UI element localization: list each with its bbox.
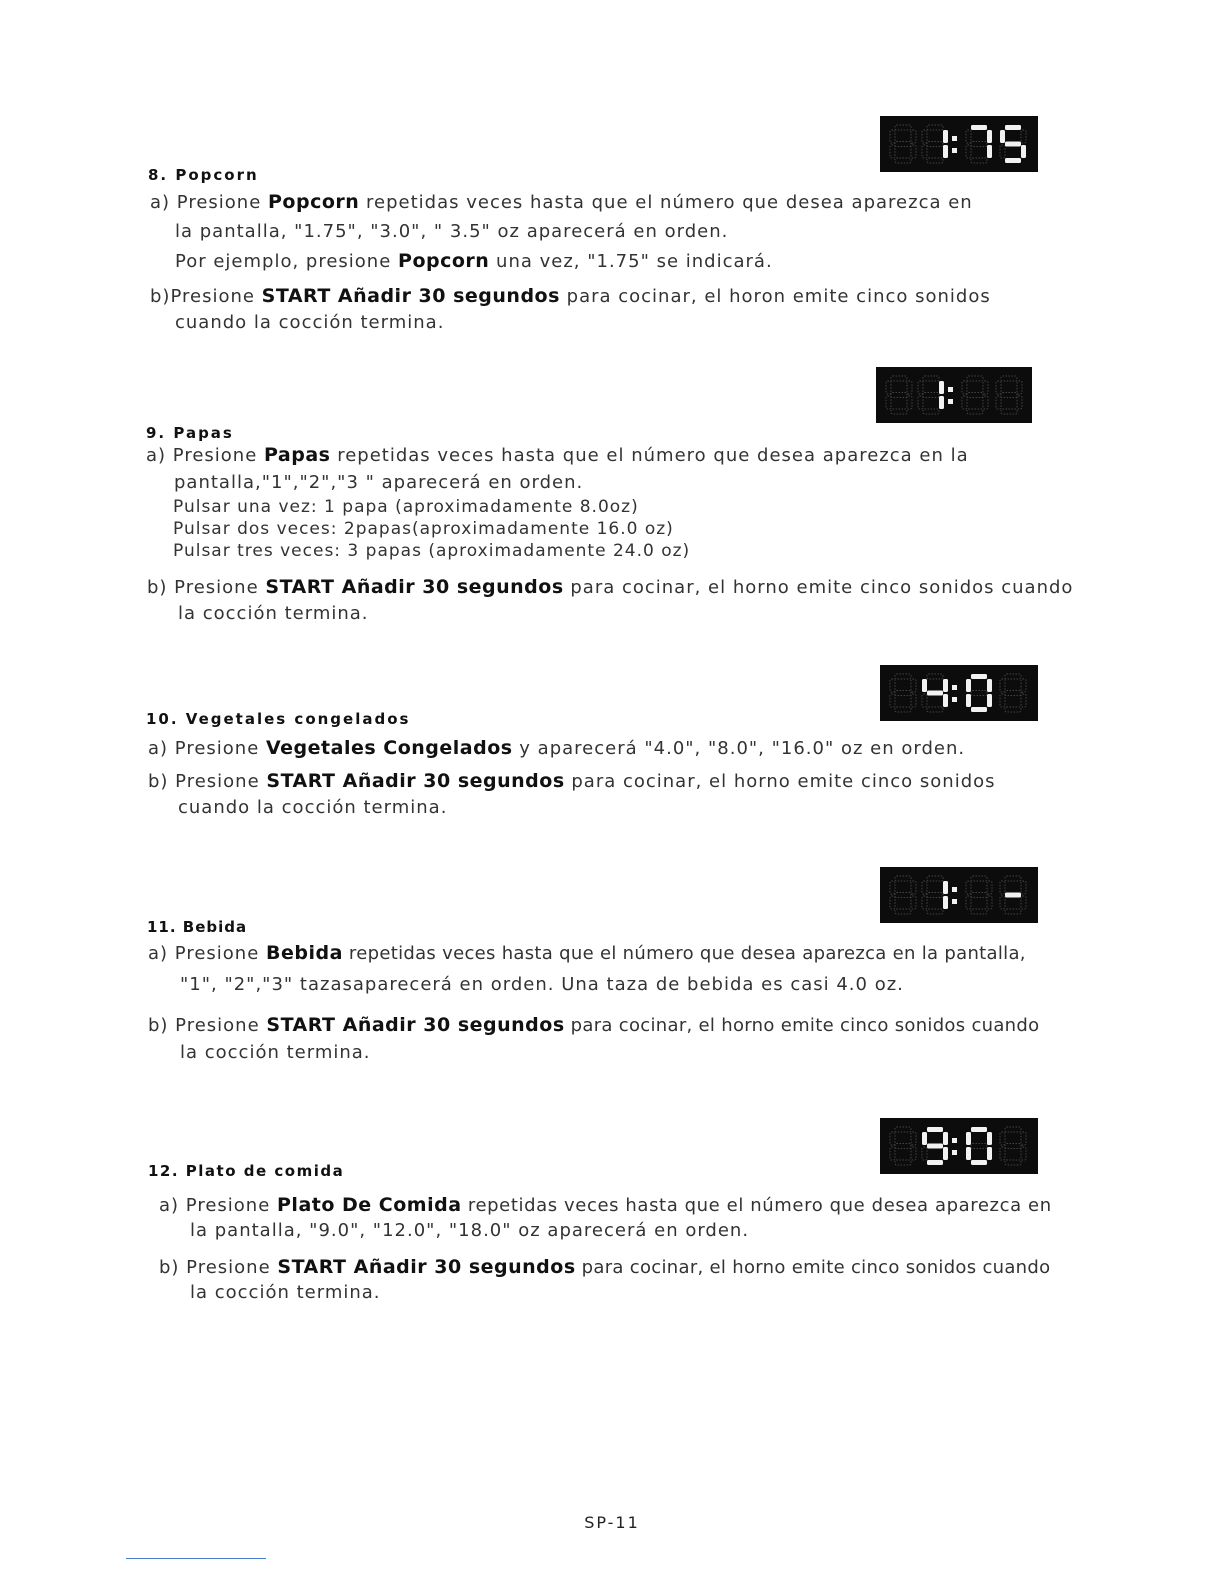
step-b xyxy=(148,770,996,792)
step-prefix: b) Presione xyxy=(147,577,266,598)
step-a-line: la pantalla, "9.0", "12.0", "18.0" oz aparecerá en orden. xyxy=(190,1220,750,1241)
step-prefix: a) Presione xyxy=(150,192,268,213)
led-segment xyxy=(927,142,943,147)
led-segment xyxy=(927,125,943,130)
led-segment xyxy=(891,393,907,398)
led-segment xyxy=(911,145,916,158)
led-segment xyxy=(1000,145,1005,158)
step-text: repetidas veces hasta que el número que desea aparezca en la xyxy=(330,445,969,466)
led-segment xyxy=(1005,125,1021,130)
led-segment xyxy=(886,381,891,394)
led-segment xyxy=(1017,381,1022,394)
led-colon xyxy=(952,887,957,892)
button-keyword: Papas xyxy=(264,444,331,466)
led-segment xyxy=(922,130,927,143)
led-segment xyxy=(1000,1132,1005,1145)
led-segment xyxy=(895,1127,911,1132)
section-heading: 12. Plato de comida xyxy=(148,1162,345,1180)
section-heading: 8. Popcorn xyxy=(148,166,259,184)
led-segment xyxy=(1021,679,1026,692)
led-segment xyxy=(943,679,948,692)
button-keyword: Popcorn xyxy=(398,250,490,272)
step-a-line: Pulsar dos veces: 2papas(aproximadamente 16.0 oz) xyxy=(173,519,674,539)
step-text: repetidas veces hasta que el número que desea aparezca en xyxy=(359,192,973,213)
led-segment xyxy=(927,876,943,881)
led-segment xyxy=(966,881,971,894)
led-segment xyxy=(971,158,987,163)
led-segment xyxy=(971,1160,987,1165)
led-segment xyxy=(996,396,1001,409)
step-b-line: cuando la cocción termina. xyxy=(175,312,445,333)
led-segment xyxy=(987,896,992,909)
led-segment xyxy=(1005,1144,1021,1149)
led-segment xyxy=(923,376,939,381)
led-colon xyxy=(952,697,957,702)
section-heading: 9. Papas xyxy=(146,424,234,442)
led-segment xyxy=(966,130,971,143)
step-a-line xyxy=(175,250,773,272)
step-text: para cocinar, el horno emite cinco sonidos cuando xyxy=(575,1257,1051,1278)
led-segment xyxy=(1005,674,1021,679)
led-digits xyxy=(880,867,1038,923)
led-segment xyxy=(895,1144,911,1149)
led-segment xyxy=(971,1144,987,1149)
led-colon xyxy=(952,148,957,153)
led-segment xyxy=(890,145,895,158)
led-segment xyxy=(923,393,939,398)
led-segment xyxy=(1000,679,1005,692)
led-segment xyxy=(943,694,948,707)
led-segment xyxy=(927,1127,943,1132)
led-segment xyxy=(895,691,911,696)
button-keyword: START Añadir 30 segundos xyxy=(261,285,560,307)
led-segment xyxy=(987,145,992,158)
led-segment xyxy=(971,893,987,898)
led-segment xyxy=(966,1132,971,1145)
button-keyword: START Añadir 30 segundos xyxy=(277,1256,576,1278)
led-segment xyxy=(891,376,907,381)
led-segment xyxy=(1001,393,1017,398)
led-segment xyxy=(996,381,1001,394)
button-keyword: START Añadir 30 segundos xyxy=(265,576,564,598)
step-text: repetidas veces hasta que el número que desea aparezca en xyxy=(461,1195,1052,1216)
led-colon xyxy=(952,899,957,904)
led-segment xyxy=(890,1132,895,1145)
led-colon xyxy=(948,387,953,392)
led-display xyxy=(880,665,1038,721)
led-digits xyxy=(880,116,1038,172)
led-digits xyxy=(876,367,1032,423)
step-a xyxy=(148,942,1026,964)
led-colon xyxy=(952,136,957,141)
step-a-line: Pulsar tres veces: 3 papas (aproximadamente 24.0 oz) xyxy=(173,541,691,561)
led-colon xyxy=(952,1138,957,1143)
led-segment xyxy=(971,142,987,147)
led-segment xyxy=(922,1132,927,1145)
led-segment xyxy=(962,381,967,394)
led-segment xyxy=(911,694,916,707)
led-segment xyxy=(922,896,927,909)
led-segment xyxy=(987,881,992,894)
led-segment xyxy=(895,142,911,147)
led-segment xyxy=(927,691,943,696)
led-segment xyxy=(918,381,923,394)
led-segment xyxy=(987,130,992,143)
led-segment xyxy=(895,158,911,163)
led-segment xyxy=(943,1132,948,1145)
led-segment xyxy=(943,881,948,894)
led-segment xyxy=(890,694,895,707)
led-segment xyxy=(1000,881,1005,894)
led-segment xyxy=(890,881,895,894)
led-segment xyxy=(939,381,944,394)
led-segment xyxy=(927,1144,943,1149)
led-segment xyxy=(1005,893,1021,898)
led-segment xyxy=(1005,691,1021,696)
led-segment xyxy=(1005,1127,1021,1132)
step-text: para cocinar, el horon emite cinco sonidos xyxy=(559,286,991,307)
led-segment xyxy=(1021,896,1026,909)
led-segment xyxy=(922,679,927,692)
led-colon xyxy=(948,399,953,404)
led-segment xyxy=(1021,694,1026,707)
led-display xyxy=(876,367,1032,423)
step-b xyxy=(148,1014,1039,1036)
step-b xyxy=(150,285,991,307)
step-b-line: cuando la cocción termina. xyxy=(178,797,448,818)
led-segment xyxy=(1021,1132,1026,1145)
led-segment xyxy=(971,876,987,881)
step-a-line: Pulsar una vez: 1 papa (aproximadamente 8.0oz) xyxy=(173,497,639,517)
led-segment xyxy=(895,876,911,881)
led-segment xyxy=(1005,707,1021,712)
led-segment xyxy=(1001,376,1017,381)
step-prefix: a) Presione xyxy=(148,943,266,964)
led-segment xyxy=(911,679,916,692)
led-segment xyxy=(895,674,911,679)
section-heading: 11. Bebida xyxy=(147,918,248,936)
led-segment xyxy=(922,881,927,894)
step-prefix: a) Presione xyxy=(148,738,266,759)
led-segment xyxy=(971,707,987,712)
led-display xyxy=(880,867,1038,923)
led-segment xyxy=(962,396,967,409)
led-segment xyxy=(987,1132,992,1145)
led-segment xyxy=(971,125,987,130)
led-segment xyxy=(922,145,927,158)
led-segment xyxy=(1021,130,1026,143)
led-segment xyxy=(1005,1160,1021,1165)
led-segment xyxy=(927,158,943,163)
led-segment xyxy=(967,376,983,381)
led-segment xyxy=(1021,145,1026,158)
led-segment xyxy=(911,896,916,909)
step-a-line: "1", "2","3" tazasaparecerá en orden. Una taza de bebida es casi 4.0 oz. xyxy=(180,974,904,995)
led-segment xyxy=(927,707,943,712)
led-segment xyxy=(1017,396,1022,409)
page-number: SP-11 xyxy=(584,1513,640,1532)
led-segment xyxy=(983,396,988,409)
led-segment xyxy=(911,1132,916,1145)
button-keyword: START Añadir 30 segundos xyxy=(266,770,565,792)
step-prefix: a) Presione xyxy=(146,445,264,466)
step-a xyxy=(159,1194,1052,1216)
step-a-line: pantalla,"1","2","3 " aparecerá en orden. xyxy=(174,472,584,493)
led-segment xyxy=(895,893,911,898)
step-prefix: b)Presione xyxy=(150,286,262,307)
led-segment xyxy=(983,381,988,394)
led-segment xyxy=(1021,1147,1026,1160)
step-text: Por ejemplo, presione xyxy=(175,251,399,272)
led-segment xyxy=(890,1147,895,1160)
button-keyword: Popcorn xyxy=(268,191,360,213)
button-keyword: Vegetales Congelados xyxy=(266,737,513,759)
led-segment xyxy=(927,1160,943,1165)
led-segment xyxy=(895,707,911,712)
led-segment xyxy=(922,694,927,707)
led-segment xyxy=(1000,1147,1005,1160)
led-segment xyxy=(943,130,948,143)
led-display xyxy=(880,1118,1038,1174)
led-segment xyxy=(967,409,983,414)
led-segment xyxy=(966,896,971,909)
led-segment xyxy=(895,125,911,130)
led-segment xyxy=(971,691,987,696)
button-keyword: START Añadir 30 segundos xyxy=(266,1014,565,1036)
led-segment xyxy=(966,1147,971,1160)
led-segment xyxy=(922,1147,927,1160)
step-b-line: la cocción termina. xyxy=(178,603,369,624)
step-text: para cocinar, el horno emite cinco sonidos cuando xyxy=(563,577,1074,598)
led-segment xyxy=(966,145,971,158)
led-segment xyxy=(1000,694,1005,707)
led-segment xyxy=(971,909,987,914)
section-heading: 10. Vegetales congelados xyxy=(146,710,411,728)
led-segment xyxy=(966,679,971,692)
led-segment xyxy=(943,145,948,158)
led-segment xyxy=(886,396,891,409)
button-keyword: Plato De Comida xyxy=(277,1194,462,1216)
step-b xyxy=(147,576,1073,598)
led-digits xyxy=(880,1118,1038,1174)
footer-divider xyxy=(126,1558,266,1559)
led-segment xyxy=(939,396,944,409)
led-segment xyxy=(1000,896,1005,909)
led-segment xyxy=(907,381,912,394)
led-segment xyxy=(967,393,983,398)
led-segment xyxy=(1005,909,1021,914)
step-b xyxy=(159,1256,1050,1278)
led-segment xyxy=(890,896,895,909)
step-b-line: la cocción termina. xyxy=(190,1282,381,1303)
step-a xyxy=(150,191,973,213)
led-segment xyxy=(907,396,912,409)
led-segment xyxy=(927,893,943,898)
step-prefix: b) Presione xyxy=(148,771,267,792)
led-segment xyxy=(987,1147,992,1160)
step-text: repetidas veces hasta que el número que desea aparezca en la pantalla, xyxy=(342,943,1026,964)
led-segment xyxy=(911,130,916,143)
led-segment xyxy=(971,1127,987,1132)
led-segment xyxy=(923,409,939,414)
led-segment xyxy=(1001,409,1017,414)
step-a xyxy=(146,444,969,466)
led-segment xyxy=(890,130,895,143)
step-text: para cocinar, el horno emite cinco sonidos xyxy=(564,771,996,792)
led-segment xyxy=(895,909,911,914)
led-segment xyxy=(927,674,943,679)
led-segment xyxy=(895,1160,911,1165)
step-text: para cocinar, el horno emite cinco sonidos cuando xyxy=(564,1015,1040,1036)
step-prefix: b) Presione xyxy=(148,1015,267,1036)
led-segment xyxy=(987,694,992,707)
led-digits xyxy=(880,665,1038,721)
led-segment xyxy=(1005,876,1021,881)
led-segment xyxy=(911,1147,916,1160)
led-segment xyxy=(943,1147,948,1160)
led-segment xyxy=(918,396,923,409)
led-segment xyxy=(987,679,992,692)
led-segment xyxy=(927,909,943,914)
led-segment xyxy=(966,694,971,707)
led-segment xyxy=(943,896,948,909)
step-prefix: a) Presione xyxy=(159,1195,277,1216)
step-b-line: la cocción termina. xyxy=(180,1042,371,1063)
led-segment xyxy=(911,881,916,894)
button-keyword: Bebida xyxy=(266,942,343,964)
led-segment xyxy=(1000,130,1005,143)
step-a xyxy=(148,737,965,759)
step-prefix: b) Presione xyxy=(159,1257,278,1278)
step-text: una vez, "1.75" se indicará. xyxy=(489,251,773,272)
led-segment xyxy=(890,679,895,692)
step-text: y aparecerá "4.0", "8.0", "16.0" oz en orden. xyxy=(512,738,966,759)
led-segment xyxy=(891,409,907,414)
led-display xyxy=(880,116,1038,172)
led-colon xyxy=(952,685,957,690)
led-colon xyxy=(952,1150,957,1155)
step-a-line: la pantalla, "1.75", "3.0", " 3.5" oz aparecerá en orden. xyxy=(175,221,729,242)
led-segment xyxy=(1005,158,1021,163)
led-segment xyxy=(1005,142,1021,147)
led-segment xyxy=(1021,881,1026,894)
led-segment xyxy=(971,674,987,679)
